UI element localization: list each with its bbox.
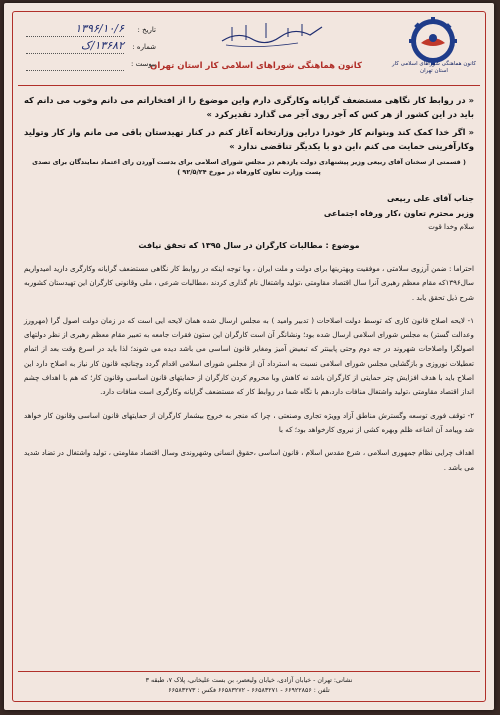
quote-source: ( قسمتی از سخنان آقای ربیعی وزیر پیشنهادی دولت یازدهم در مجلس شورای اسلامی برای بدست آوردن رای اعتماد نمایندگان برای تصدی پست وزارت تعاون کاورفاه در مورخ ۹۲/۵/۲۴ ) [32,158,466,176]
recipient-name: جناب آقای علی ربیعی [386,194,474,203]
paragraph-item-2-continued: اهداف چرایی نظام جمهوری اسلامی ، شرع مقدس اسلام ، قانون اساسی ،حقوق انسانی وشهروندی وسال اقتصاد مقاومتی ، تولید واشتغال در تضاد شدید می باشد . [24,448,474,472]
attachment-value [26,56,124,71]
greeting: سلام وخدا قوت [428,223,474,231]
letter-footer [24,676,474,696]
letter-subject: موضوع : مطالبات کارگران در سال ۱۳۹۵ که تحقق نیافت [138,241,360,250]
letter-body [24,93,474,484]
date-label: تاریخ : [137,25,156,34]
letterhead [18,15,480,87]
basmala-calligraphy-icon [218,19,328,49]
header-divider [18,85,480,86]
recipient-title: وزیر محترم تعاون ،کار ورفاه اجتماعی [323,209,474,218]
date-value: ۱۳۹۶/۱۰/۶ [26,22,124,37]
paragraph-item-1: ۱- لایحه اصلاح قانون کاری که توسط دولت اصلاحات ( تدبیر وامید ) به مجلس ارسال شده همان لایحه ایی است که در زمان دولت اصول گرا (مهرورز وعدالت گستر) به مجلس شورای اسلامی ارسال شده بود؛ ونشانگر آن است کارگران این ستون فقرات جامعه به تعبیر مقام معظم رهبری از نظر دولتهای اصولگرا واصلاحات شهروند در جه دوم وحتی پایینتر که تبعیض آمیز ومغایر قانون اساسی می باشد دیده می شوند؛ لذا باید در اسرع وقت بعد از اتمام تعطیلات نوروزی و بازگشایی مجلس شورای اسلامی نسبت به استرداد آن از مجلس شورای اسلامی اقدام گردد وچنانچه قانون کار نیاز به اصلاح دارد این اصلاح باید با هدف افزایش چتر حمایتی از کارگران باشد نه کاهش وبا محروم کردن کارگران از حمایتهای قانون اساسی وقانون کار؛ که هم با اهداف چشم انداز اقتصاد مقاومتی ،تولید واشتغال منافات دارد،هم با نگاه شما در روابط کار که مستضعف گرایانه وکارگری است منافات دارد. [24,315,474,397]
number-value: ۱۳۶۸۲/ک [26,39,124,54]
attachment-label: پیوست : [131,59,156,68]
letter-sheet [4,3,494,710]
footer-address: نشانی: تهران - خیابان آزادی، خیابان ولیعصر، بن بست علیخانی، پلاک ۷، طبقه ۳ [145,677,353,684]
number-row [26,38,156,55]
paragraph-item-2: ۲- توقف فوری توسعه وگسترش مناطق آزاد وویژه تجاری وصنعتی ، چرا که منجر به خروج بیشمار کارگران از حمایتهای قانون اساسی وقانون کار خواهد شد وپیامد آن اشاعه ظلم وبهره کشی از نیروی کارخواهد بود؛ که با [24,410,474,434]
footer-phones: تلفن : ۶۶۹۲۲۸۵۶ - ۶۶۵۸۳۲۷۱ - ۶۶۵۸۳۲۷۲ فکس : ۶۶۵۸۳۲۷۳ [168,687,330,694]
quote-1: « در روابط کار نگاهی مستضعف گرایانه وکارگری دارم واین موضوع را از افتخاراتم می دانم وخوب می دانم که باید در این کشور از هر کس که آجر روی آجر می گذارد تقدیرکرد » [24,95,474,119]
quote-2: « اگر خدا کمک کند وبتوانم کار خودرا دراین وزارتخانه آغاز کنم در کنار تهیدستان باقی می مانم واز کار وتولید وکارآفرینی حمایت می کنم ،این دو با یکدیگر تناقضی ندارد » [24,127,474,151]
organization-name: کانون هماهنگی شوراهای اسلامی کار استان تهران [150,61,362,71]
footer-divider [18,671,480,672]
paragraph-intro: احتراما : ضمن آرزوی سلامتی ، موفقیت وبهترینها برای دولت و ملت ایران ، وبا توجه اینکه در روابط کار نگاهی مستضعف گرایانه وکارگری دارید امیدواریم سال۱۳۹۶که مقام معظم رهبری آنرا سال اقتصاد مقاومتی ،تولید واشتغال نام گذاری کردند ،مطالبات شرعی ، ملی وقانونی کارگران این تهیدستان کشوربه شرح ذیل تحقق یابد . [24,264,474,302]
date-row [26,21,156,38]
logo-caption: کانون هماهنگی شوراهای اسلامی کار استان تهران [391,61,477,74]
number-label: شماره : [132,42,156,51]
